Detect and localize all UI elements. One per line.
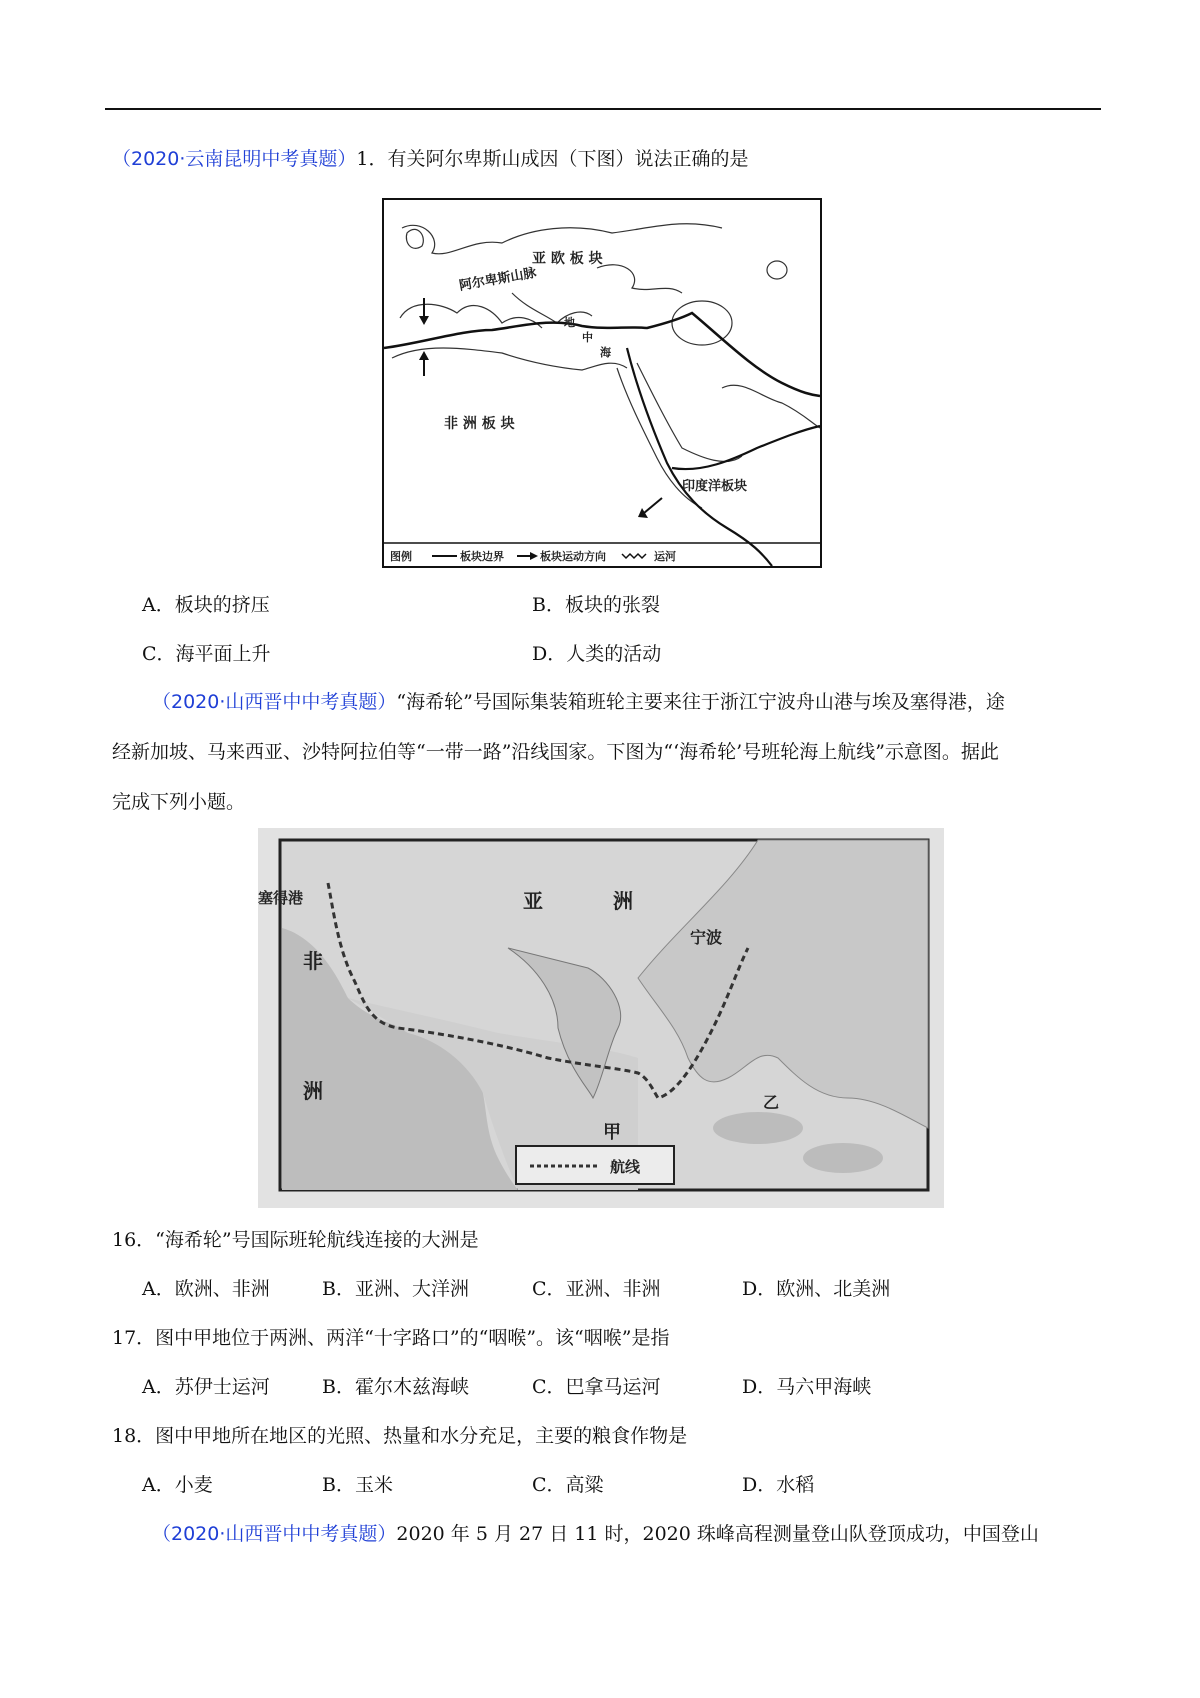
african-plate-label: 非 洲 板 块 (444, 416, 515, 432)
q17-option-b[interactable]: B．霍尔木兹海峡 (322, 1376, 469, 1398)
group3-source-tag: （2020·山西晋中中考真题） (152, 1523, 397, 1545)
q1-option-d[interactable]: D．人类的活动 (532, 643, 662, 665)
q16-option-d[interactable]: D．欧洲、北美洲 (742, 1278, 891, 1300)
ningbo-label: 宁波 (690, 928, 723, 947)
group2-intro-line1: （2020·山西晋中中考真题）“海希轮”号国际集装箱班轮主要来往于浙江宁波舟山港与埃及塞得港，途 (152, 691, 1005, 713)
plate-map (382, 198, 822, 568)
q16-option-c[interactable]: C．亚洲、非洲 (532, 1278, 661, 1300)
group2-intro-line3: 完成下列小题。 (112, 791, 246, 813)
mediterranean-label-2: 中 (582, 331, 593, 344)
q17-stem: 17．图中甲地位于两洲、两洋“十字路口”的“咽喉”。该“咽喉”是指 (112, 1327, 670, 1349)
q18-option-d[interactable]: D．水稻 (742, 1474, 815, 1496)
alps-label: 阿尔卑斯山脉 (458, 265, 538, 294)
asia-label-1: 亚 (523, 889, 543, 913)
q1-option-b[interactable]: B．板块的张裂 (532, 594, 660, 616)
group2-intro-line2: 经新加坡、马来西亚、沙特阿拉伯等“一带一路”沿线国家。下图为“‘海希轮’号班轮海上航线”示意图。据此 (112, 741, 999, 763)
q16-stem: 16．“海希轮”号国际班轮航线连接的大洲是 (112, 1229, 479, 1251)
route-map-figure (258, 828, 944, 1208)
q18-option-b[interactable]: B．玉米 (322, 1474, 393, 1496)
eurasia-plate-label: 亚 欧 板 块 (532, 251, 603, 267)
q17-option-d[interactable]: D．马六甲海峡 (742, 1376, 872, 1398)
q18-option-a[interactable]: A．小麦 (142, 1474, 213, 1496)
q16-option-a[interactable]: A．欧洲、非洲 (142, 1278, 270, 1300)
legend-canal-label: 运河 (654, 550, 676, 563)
mediterranean-label-1: 地 (564, 316, 575, 329)
q16-option-b[interactable]: B．亚洲、大洋洲 (322, 1278, 469, 1300)
legend-boundary-label: 板块边界 (460, 550, 504, 563)
asia-label-2: 洲 (613, 889, 633, 913)
q1-source-tag: （2020·云南昆明中考真题） (112, 148, 357, 170)
q1-stem: 1．有关阿尔卑斯山成因（下图）说法正确的是 (356, 148, 749, 170)
legend-title: 图例 (390, 550, 412, 563)
q18-option-c[interactable]: C．高粱 (532, 1474, 604, 1496)
group2-source-tag: （2020·山西晋中中考真题） (152, 691, 397, 713)
q1-option-c[interactable]: C．海平面上升 (142, 643, 271, 665)
route-legend-label: 航线 (610, 1158, 641, 1176)
header-rule (105, 108, 1101, 110)
indian-ocean-plate-label: 印度洋板块 (682, 479, 748, 494)
q17-option-c[interactable]: C．巴拿马运河 (532, 1376, 661, 1398)
q17-option-a[interactable]: A．苏伊士运河 (142, 1376, 270, 1398)
africa-label-2: 洲 (303, 1079, 323, 1103)
q1-option-a[interactable]: A．板块的挤压 (142, 594, 270, 616)
q18-stem: 18．图中甲地所在地区的光照、热量和水分充足，主要的粮食作物是 (112, 1425, 688, 1447)
mediterranean-label-3: 海 (600, 346, 611, 359)
africa-label-1: 非 (303, 949, 323, 973)
legend-motion-label: 板块运动方向 (540, 550, 606, 563)
group3-intro-line1: （2020·山西晋中中考真题）2020 年 5 月 27 日 11 时，2020 珠峰高程测量登山队登顶成功，中国登山 (152, 1523, 1039, 1545)
q1-heading (112, 147, 749, 171)
yi-label: 乙 (763, 1093, 780, 1112)
jia-label: 甲 (603, 1122, 621, 1143)
port-said-label: 塞得港 (258, 889, 304, 907)
route-map (258, 828, 944, 1208)
plate-map-figure (382, 198, 822, 568)
